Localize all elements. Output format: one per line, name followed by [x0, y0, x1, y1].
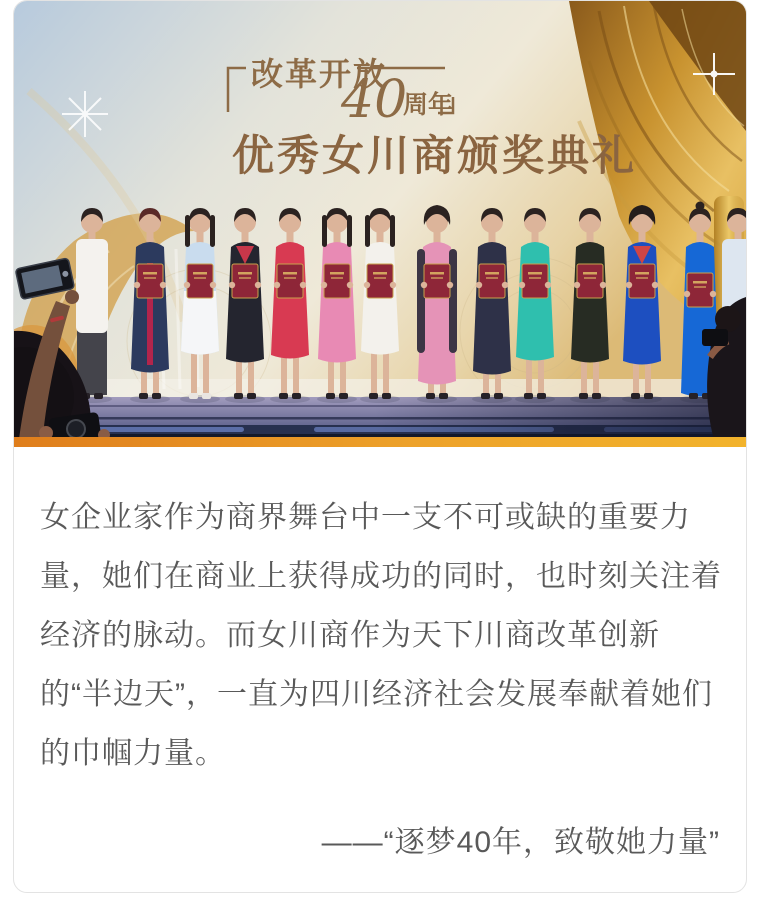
- banner-anniversary-suffix: 周年: [403, 90, 454, 119]
- paragraph-line: 女企业家作为商界舞台中一支不可或缺的重要力: [40, 501, 691, 534]
- banner-line1: 改革开放: [251, 55, 388, 93]
- ceremony-photo[interactable]: [14, 1, 746, 447]
- banner-main-title: 优秀女川商颁奖典礼: [232, 131, 638, 180]
- paragraph-line: 的巾帼力量。: [40, 737, 226, 770]
- banner-anniversary-number: 40: [341, 70, 408, 130]
- paragraph-line: 经济的脉动。而女川商作为天下川商改革创新: [40, 619, 660, 652]
- article-body: [14, 447, 746, 892]
- article-card: [13, 0, 747, 893]
- paragraph-line: 的“半边天”，一直为四川经济社会发展奉献着她们: [40, 678, 713, 711]
- photo-accent-bar: [14, 437, 746, 447]
- paragraph-line: 量，她们在商业上获得成功的同时，也时刻关注着: [40, 560, 722, 593]
- quote-attribution: ——“逐梦40年，致敬她力量”: [321, 826, 720, 859]
